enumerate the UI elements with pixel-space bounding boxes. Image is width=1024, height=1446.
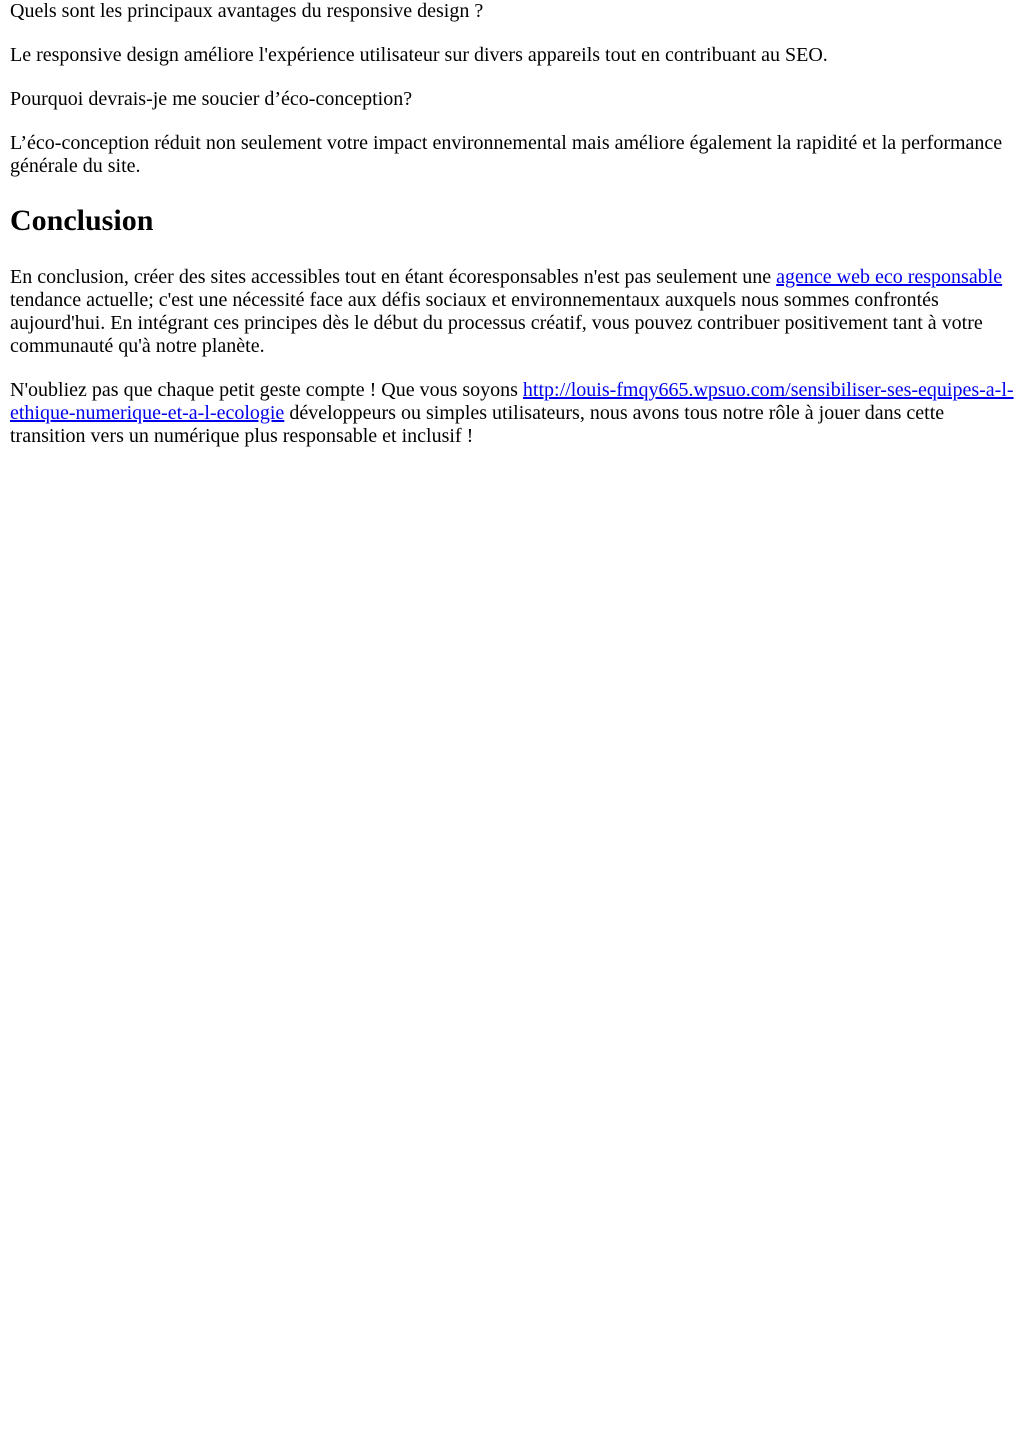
conclusion-p1-text-before: En conclusion, créer des sites accessibles tout en étant écoresponsables n'est pas seulement une — [10, 266, 777, 288]
conclusion-p1-text-after: tendance actuelle; c'est une nécessité face aux défis sociaux et environnementaux auxquels nous sommes confrontés aujourd'hui. En intégrant ces principes dès le début du processus créatif, vous pouvez contribuer positivement tant à votre communauté qu'à notre planète. — [10, 289, 983, 357]
conclusion-paragraph-1 — [10, 266, 1014, 358]
faq-answer-eco-conception: L’éco-conception réduit non seulement votre impact environnemental mais améliore également la rapidité et la performance générale du site. — [10, 132, 1003, 177]
conclusion-p2-text-before: N'oubliez pas que chaque petit geste compte ! Que vous soyons — [10, 379, 523, 401]
conclusion-paragraph-2 — [10, 379, 1014, 448]
conclusion-heading: Conclusion — [10, 204, 154, 237]
faq-answer-responsive: Le responsive design améliore l'expérience utilisateur sur divers appareils tout en contribuant au SEO. — [10, 44, 828, 66]
faq-question-responsive: Quels sont les principaux avantages du responsive design ? — [10, 0, 484, 22]
faq-question-eco-conception: Pourquoi devrais-je me soucier d’éco-conception? — [10, 88, 413, 110]
sensibiliser-equipes-link[interactable]: http://louis-fmqy665.wpsuo.com/sensibiliser-ses-equipes-a-l-ethique-numerique-et-a-l-ecologie — [10, 379, 1014, 424]
article-content — [10, 0, 1014, 448]
agence-web-eco-responsable-link[interactable]: agence web eco responsable — [776, 266, 1003, 288]
conclusion-p2-text-after: développeurs ou simples utilisateurs, nous avons tous notre rôle à jouer dans cette transition vers un numérique plus responsable et inclusif ! — [10, 402, 945, 447]
